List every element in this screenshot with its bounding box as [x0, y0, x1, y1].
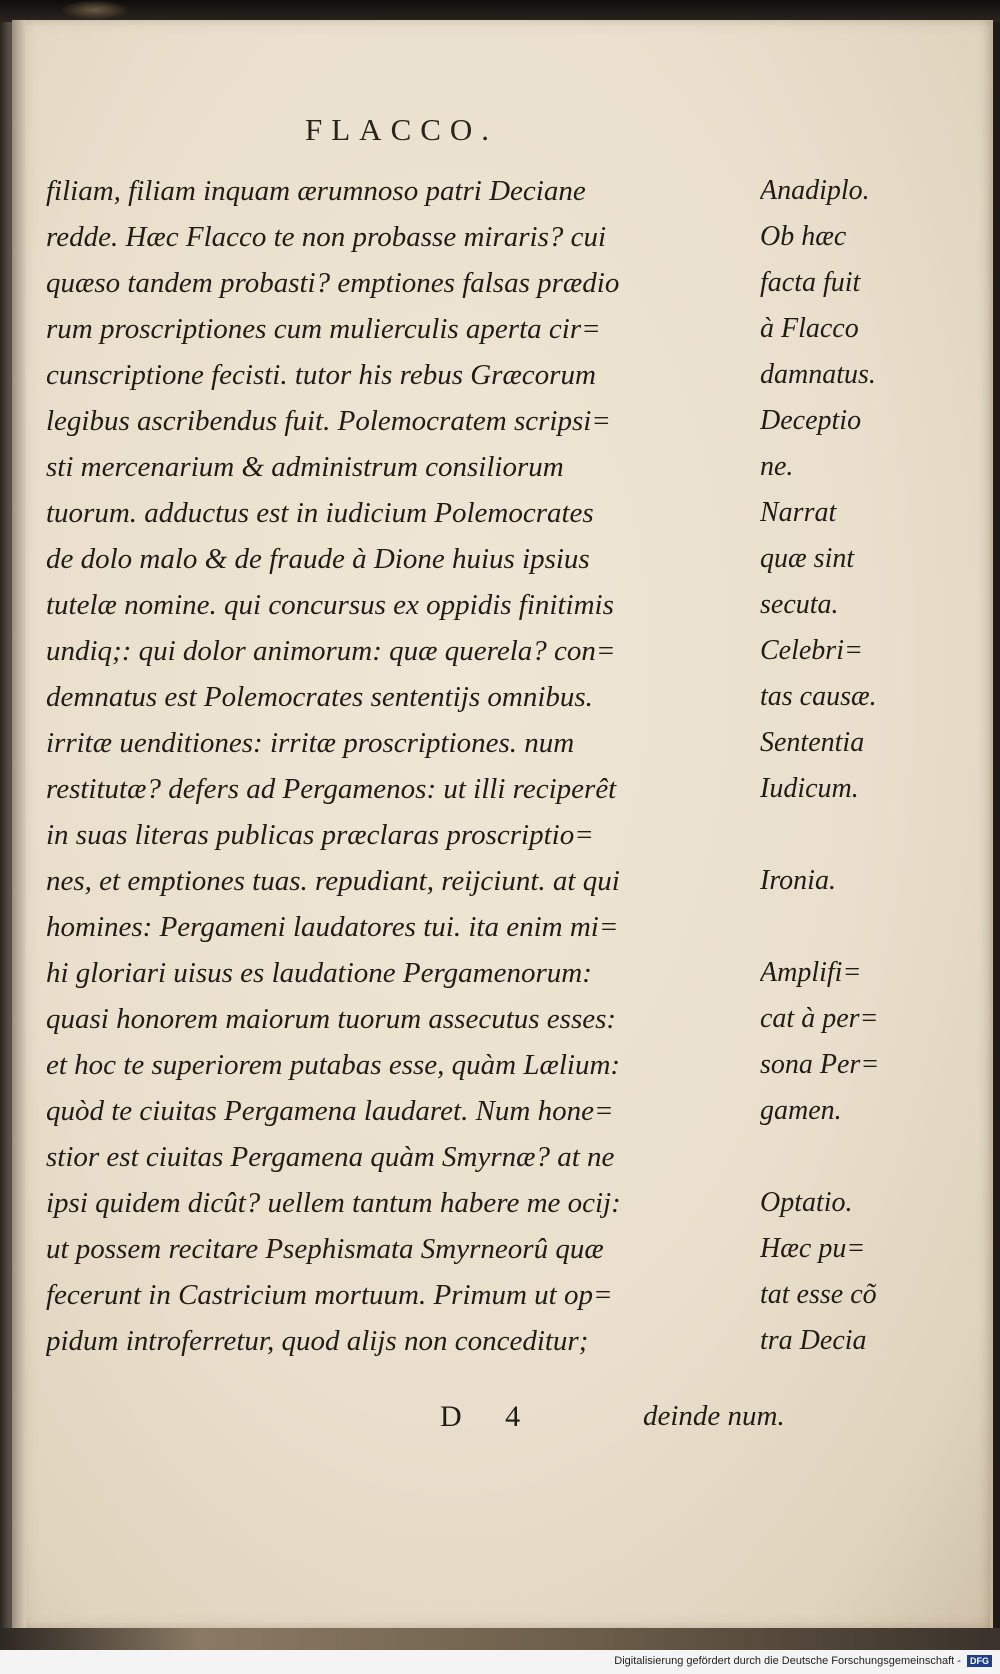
text-line: pidum introferretur, quod alijs non conceditur; — [46, 1325, 589, 1357]
margin-note: ne. — [760, 451, 794, 482]
margin-note: tat esse cõ — [760, 1279, 877, 1310]
top-binding-strip — [0, 0, 1000, 22]
margin-note: Amplifi= — [760, 957, 862, 988]
text-line: rum proscriptiones cum mulierculis aperta cir= — [46, 313, 601, 345]
margin-note: facta fuit — [760, 267, 861, 298]
text-line: cunscriptione fecisti. tutor his rebus Græcorum — [46, 359, 596, 391]
margin-note: à Flacco — [760, 313, 859, 344]
text-line: sti mercenarium & administrum consiliorum — [46, 451, 564, 483]
margin-note: secuta. — [760, 589, 839, 620]
text-line: fecerunt in Castricium mortuum. Primum ut op= — [46, 1279, 613, 1311]
text-line: legibus ascribendus fuit. Polemocratem scripsi= — [46, 405, 611, 437]
credit-text: Digitalisierung gefördert durch die Deutsche Forschungsgemeinschaft - — [614, 1655, 961, 1667]
text-line: undiq;: qui dolor animorum: quæ querela? con= — [46, 635, 616, 667]
text-line: ipsi quidem dicût? uellem tantum habere me ocij: — [46, 1187, 621, 1219]
margin-note: quæ sint — [760, 543, 855, 574]
text-line: de dolo malo & de fraude à Dione huius ipsius — [46, 543, 590, 575]
margin-note: Celebri= — [760, 635, 863, 666]
margin-note: cat à per= — [760, 1003, 879, 1034]
page-gutter-edge — [12, 20, 26, 1628]
margin-note: gamen. — [760, 1095, 842, 1126]
margin-note: Iudicum. — [760, 773, 859, 804]
text-line: quasi honorem maiorum tuorum assecutus esses: — [46, 1003, 617, 1035]
text-line: et hoc te superiorem putabas esse, quàm Lælium: — [46, 1049, 621, 1081]
text-line: filiam, filiam inquam ærumnoso patri Deciane — [46, 175, 586, 207]
margin-note — [760, 812, 920, 858]
text-line: stior est ciuitas Pergamena quàm Smyrnæ? at ne — [46, 1141, 615, 1173]
text-line: demnatus est Polemocrates sententijs omnibus. — [46, 681, 593, 713]
text-line: hi gloriari uisus es laudatione Pergamenorum: — [46, 957, 592, 989]
digitization-credit — [614, 1655, 992, 1667]
margin-note — [760, 904, 920, 950]
catchword: deinde num. — [643, 1400, 785, 1432]
margin-note — [760, 1134, 920, 1180]
text-line: tuorum. adductus est in iudicium Polemocrates — [46, 497, 594, 529]
text-line: ut possem recitare Psephismata Smyrneorû quæ — [46, 1233, 604, 1265]
text-line: redde. Hæc Flacco te non probasse miraris? cui — [46, 221, 607, 253]
signature-mark: D 4 — [440, 1400, 539, 1433]
text-line: quòd te ciuitas Pergamena laudaret. Num hone= — [46, 1095, 614, 1127]
text-line: irritæ uenditiones: irritæ proscriptiones. num — [46, 727, 575, 759]
text-line: restitutæ? defers ad Pergamenos: ut illi reciperêt — [46, 773, 617, 805]
text-line: in suas literas publicas præclaras proscriptio= — [46, 819, 594, 851]
margin-note: Hæc pu= — [760, 1233, 866, 1264]
dfg-logo: DFG — [967, 1655, 992, 1667]
margin-note: Ironia. — [760, 865, 836, 896]
text-line: nes, et emptiones tuas. repudiant, reijciunt. at qui — [46, 865, 620, 897]
body-text — [46, 168, 761, 1364]
margin-note: Anadiplo. — [760, 175, 870, 206]
margin-note: tas causæ. — [760, 681, 877, 712]
margin-notes — [760, 168, 920, 1364]
text-line: homines: Pergameni laudatores tui. ita enim mi= — [46, 911, 619, 943]
bottom-binding-strip — [0, 1628, 1000, 1650]
margin-note: Ob hæc — [760, 221, 847, 252]
running-head: FLACCO. — [305, 112, 499, 147]
margin-note: Sententia — [760, 727, 865, 758]
margin-note: Deceptio — [760, 405, 862, 436]
margin-note: Optatio. — [760, 1187, 853, 1218]
margin-note: sona Per= — [760, 1049, 880, 1080]
margin-note: Narrat — [760, 497, 837, 528]
text-line: tutelæ nomine. qui concursus ex oppidis finitimis — [46, 589, 614, 621]
binding-stain — [60, 0, 130, 20]
margin-note: damnatus. — [760, 359, 876, 390]
margin-note: tra Decia — [760, 1325, 867, 1356]
text-line: quæso tandem probasti? emptiones falsas prædio — [46, 267, 620, 299]
